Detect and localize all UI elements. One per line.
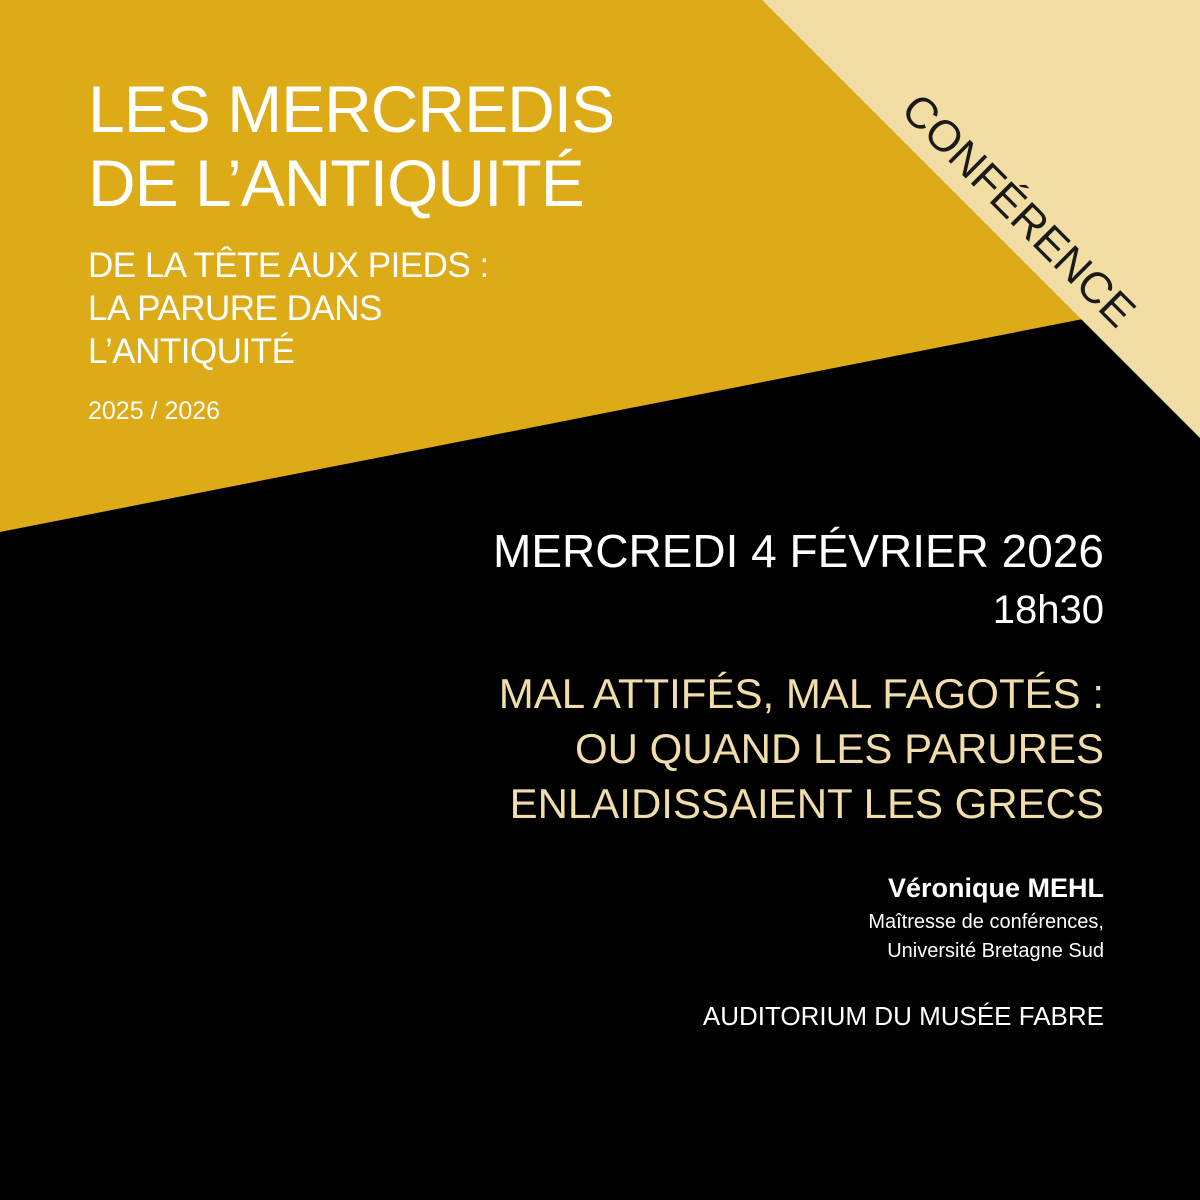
talk-title-line: ENLAIDISSAIENT LES GRECS [509, 780, 1104, 827]
talk-title-line: MAL ATTIFÉS, MAL FAGOTÉS : [498, 670, 1104, 717]
venue: AUDITORIUM DU MUSÉE FABRE [702, 1001, 1104, 1031]
event-date: MERCREDI 4 FÉVRIER 2026 [493, 525, 1104, 577]
event-time: 18h30 [992, 588, 1104, 632]
talk-title-line: OU QUAND LES PARURES [575, 725, 1104, 772]
speaker-role-line: Université Bretagne Sud [887, 940, 1104, 962]
talk-title [204, 666, 1104, 831]
conference-tag: CONFÉRENCE [892, 84, 1145, 337]
series-title-line: DE L’ANTIQUITÉ [88, 146, 584, 220]
theme-line: LA PARURE DANS [88, 289, 382, 328]
theme-line: L’ANTIQUITÉ [88, 332, 295, 371]
series-title-line: LES MERCREDIS [88, 72, 615, 146]
series-title [88, 72, 614, 220]
series-theme [88, 244, 489, 373]
season-label: 2025 / 2026 [88, 397, 221, 425]
theme-line: DE LA TÊTE AUX PIEDS : [88, 246, 489, 285]
speaker-role [204, 908, 1104, 966]
speaker-role-line: Maîtresse de conférences, [868, 911, 1104, 933]
speaker-name: Véronique MEHL [887, 873, 1104, 903]
